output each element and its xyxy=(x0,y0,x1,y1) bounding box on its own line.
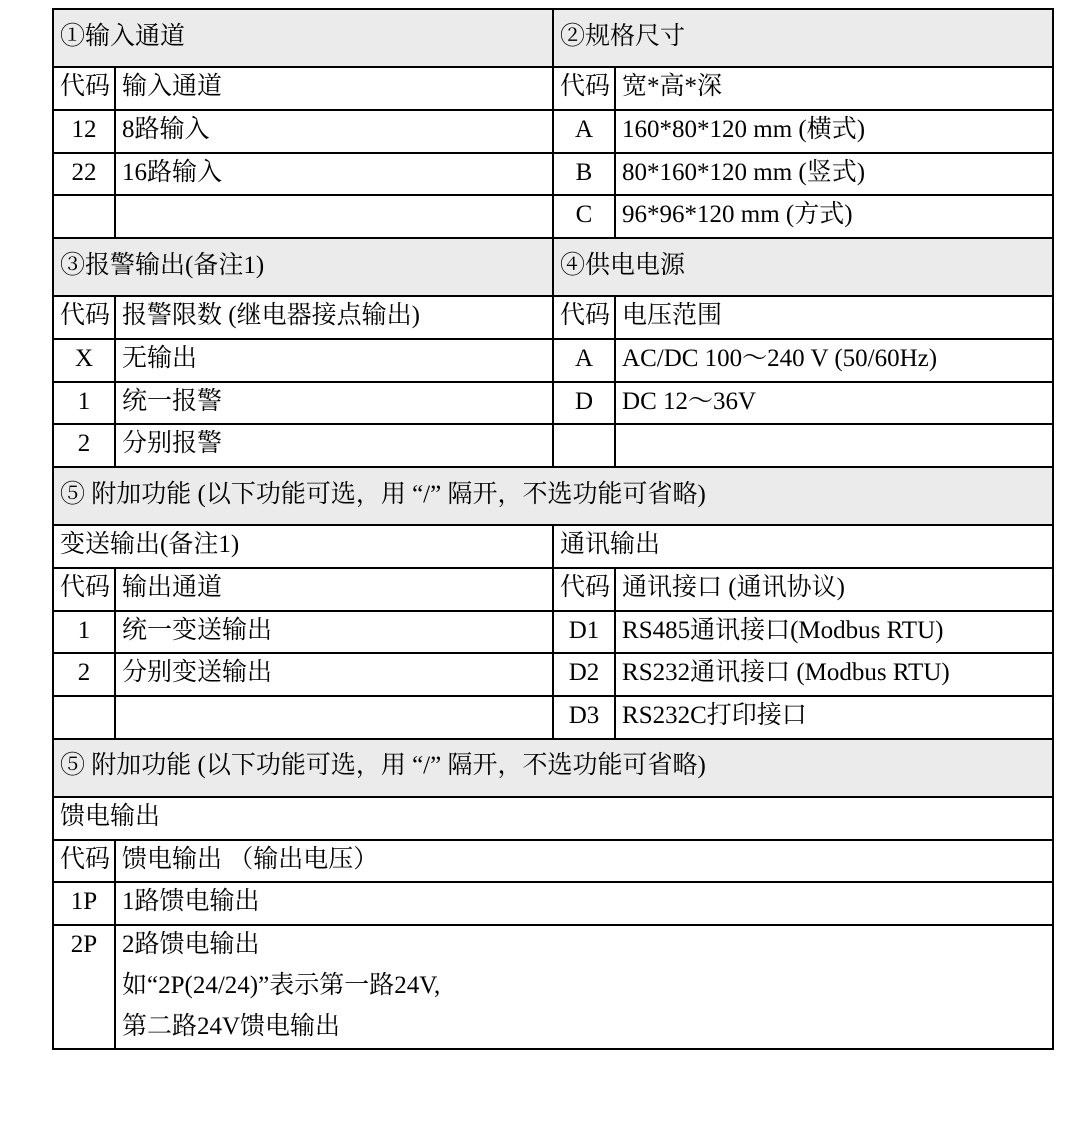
section-4-row-0-desc: AC/DC 100～240 V (50/60Hz) xyxy=(615,339,1053,382)
table-row xyxy=(53,739,1053,797)
table-row xyxy=(53,467,1053,525)
section-5b-desc-header: 馈电输出 （输出电压） xyxy=(115,840,1053,883)
section-4-row-1-desc: DC 12～36V xyxy=(615,382,1053,425)
section-5a-right-row-0-code: D1 xyxy=(553,611,615,654)
section-5a-left-row-1-desc: 分别变送输出 xyxy=(115,653,553,696)
section-5a-left-code-header: 代码 xyxy=(53,568,115,611)
section-5a-right-code-header: 代码 xyxy=(553,568,615,611)
spacer-desc-3 xyxy=(115,696,553,739)
spacer-code-3 xyxy=(53,696,115,739)
section-2-row-0-code: A xyxy=(553,110,615,153)
section-5a-right-row-1-code: D2 xyxy=(553,653,615,696)
section-3-row-2-desc: 分别报警 xyxy=(115,424,553,467)
section-5a-title: ⑤ 附加功能 (以下功能可选，用 “/” 隔开，不选功能可省略) xyxy=(53,467,1053,525)
table-row xyxy=(53,153,1053,196)
section-4-desc-header: 电压范围 xyxy=(615,296,1053,339)
table-row xyxy=(53,653,1053,696)
section-2-row-1-desc: 80*160*120 mm (竖式) xyxy=(615,153,1053,196)
section-3-row-0-desc: 无输出 xyxy=(115,339,553,382)
section-4-code-header: 代码 xyxy=(553,296,615,339)
section-3-desc-header: 报警限数 (继电器接点输出) xyxy=(115,296,553,339)
section-5b-row-2-desc: 如“2P(24/24)”表示第一路24V, xyxy=(115,967,1053,1008)
section-5b-subtitle: 馈电输出 xyxy=(53,797,1053,840)
table-row xyxy=(53,195,1053,238)
table-row xyxy=(53,9,1053,67)
section-5a-right-subtitle: 通讯输出 xyxy=(553,525,1053,568)
section-2-code-header: 代码 xyxy=(553,67,615,110)
section-2-title: ②规格尺寸 xyxy=(553,9,1053,67)
section-3-row-2-code: 2 xyxy=(53,424,115,467)
product-selection-table xyxy=(52,8,1054,1050)
table-row xyxy=(53,339,1053,382)
section-5a-right-row-1-desc: RS232通讯接口 (Modbus RTU) xyxy=(615,653,1053,696)
table-row xyxy=(53,967,1053,1008)
table-row xyxy=(53,696,1053,739)
table-row xyxy=(53,840,1053,883)
spacer-desc xyxy=(115,195,553,238)
section-5a-right-row-2-code: D3 xyxy=(553,696,615,739)
section-5a-right-row-2-desc: RS232C打印接口 xyxy=(615,696,1053,739)
section-2-row-2-code: C xyxy=(553,195,615,238)
table-row xyxy=(53,67,1053,110)
table-row xyxy=(53,238,1053,296)
section-1-row-1-desc: 16路输入 xyxy=(115,153,553,196)
section-3-code-header: 代码 xyxy=(53,296,115,339)
section-5b-row-2-code xyxy=(53,967,115,1008)
spacer-code-2 xyxy=(553,424,615,467)
section-5a-left-row-1-code: 2 xyxy=(53,653,115,696)
table-row xyxy=(53,797,1053,840)
section-3-row-1-desc: 统一报警 xyxy=(115,382,553,425)
table-row xyxy=(53,611,1053,654)
section-1-title: ①输入通道 xyxy=(53,9,553,67)
table-row xyxy=(53,882,1053,925)
section-2-desc-header: 宽*高*深 xyxy=(615,67,1053,110)
section-1-row-0-code: 12 xyxy=(53,110,115,153)
section-4-row-0-code: A xyxy=(553,339,615,382)
section-5a-left-desc-header: 输出通道 xyxy=(115,568,553,611)
section-3-row-0-code: X xyxy=(53,339,115,382)
section-2-row-0-desc: 160*80*120 mm (横式) xyxy=(615,110,1053,153)
spacer-code xyxy=(53,195,115,238)
section-5b-row-0-desc: 1路馈电输出 xyxy=(115,882,1053,925)
table-row xyxy=(53,525,1053,568)
table-row xyxy=(53,110,1053,153)
section-1-row-1-code: 22 xyxy=(53,153,115,196)
section-4-row-1-code: D xyxy=(553,382,615,425)
table-row xyxy=(53,382,1053,425)
section-3-row-1-code: 1 xyxy=(53,382,115,425)
section-5a-right-desc-header: 通讯接口 (通讯协议) xyxy=(615,568,1053,611)
section-5a-left-subtitle: 变送输出(备注1) xyxy=(53,525,553,568)
section-5b-row-1-code: 2P xyxy=(53,925,115,967)
section-5b-row-1-desc: 2路馈电输出 xyxy=(115,925,1053,967)
section-5a-left-row-0-code: 1 xyxy=(53,611,115,654)
section-2-row-2-desc: 96*96*120 mm (方式) xyxy=(615,195,1053,238)
section-5b-code-header: 代码 xyxy=(53,840,115,883)
table-row xyxy=(53,424,1053,467)
section-5a-right-row-0-desc: RS485通讯接口(Modbus RTU) xyxy=(615,611,1053,654)
section-1-code-header: 代码 xyxy=(53,67,115,110)
section-4-title: ④供电电源 xyxy=(553,238,1053,296)
section-1-row-0-desc: 8路输入 xyxy=(115,110,553,153)
section-2-row-1-code: B xyxy=(553,153,615,196)
section-5b-row-0-code: 1P xyxy=(53,882,115,925)
table-row xyxy=(53,296,1053,339)
section-5a-left-row-0-desc: 统一变送输出 xyxy=(115,611,553,654)
table-row xyxy=(53,568,1053,611)
table-row xyxy=(53,925,1053,967)
spacer-desc-2 xyxy=(615,424,1053,467)
section-3-title: ③报警输出(备注1) xyxy=(53,238,553,296)
section-5b-row-3-desc: 第二路24V馈电输出 xyxy=(115,1008,1053,1050)
section-1-desc-header: 输入通道 xyxy=(115,67,553,110)
section-5b-title: ⑤ 附加功能 (以下功能可选，用 “/” 隔开，不选功能可省略) xyxy=(53,739,1053,797)
table-row xyxy=(53,1008,1053,1050)
section-5b-row-3-code xyxy=(53,1008,115,1050)
